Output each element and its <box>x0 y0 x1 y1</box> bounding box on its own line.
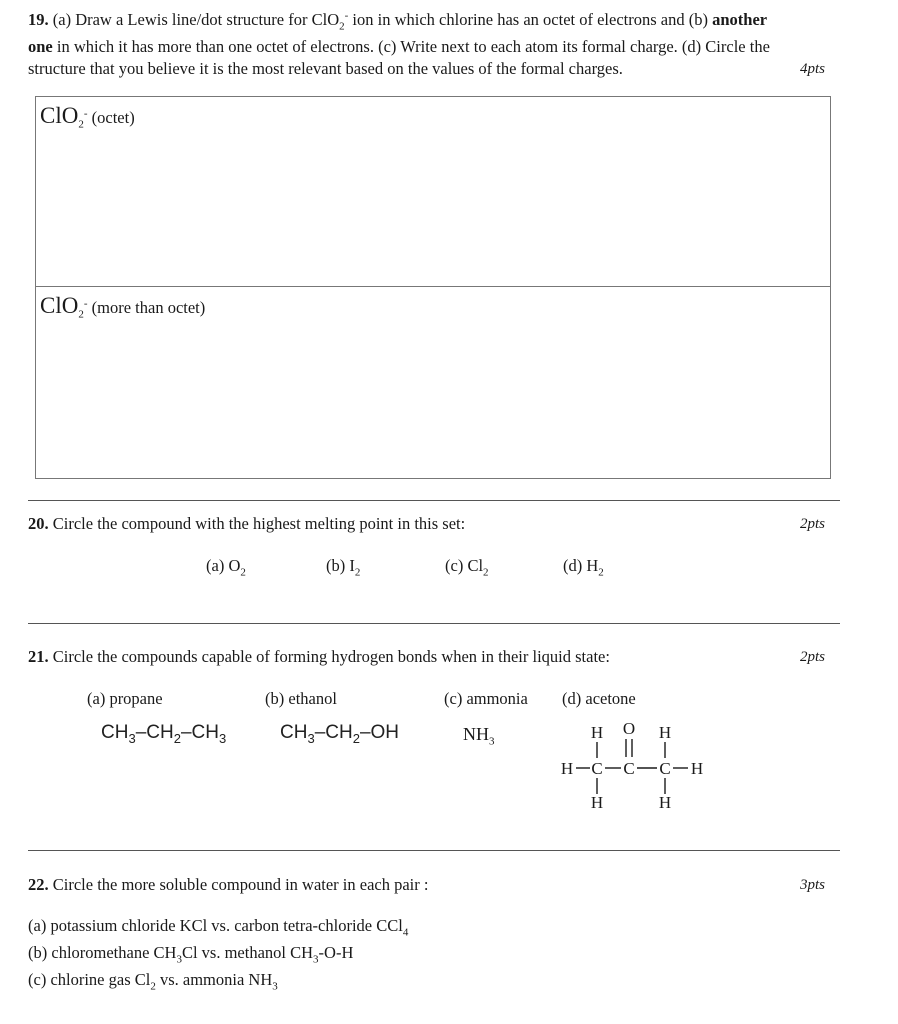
q19-box2-label: ClO$_2$- (more than octet) <box>40 293 206 321</box>
q20-points: 2pts <box>800 516 826 532</box>
acetone-atom-h: H <box>590 723 604 742</box>
acetone-atom-h: H <box>658 793 672 812</box>
q19-box1-label: ClO$_2$- (octet) <box>40 103 135 131</box>
q19-answer-box-octet[interactable] <box>35 96 831 287</box>
q19-line3: structure that you believe it is the most relevant based on the values of the formal charges. <box>28 59 623 78</box>
q20-option-c[interactable]: (c) $Cl_2$ <box>445 556 489 579</box>
q22-pair-c[interactable]: (c) chlorine gas $Cl_2$ vs. ammonia $NH_3$ <box>28 970 278 993</box>
q22-pair-a[interactable]: (a) potassium chloride KCl vs. carbon tetra-chloride CCl$_4$ <box>28 916 409 939</box>
q21-prompt: 21. Circle the compounds capable of forming hydrogen bonds when in their liquid state: <box>28 647 610 666</box>
q19-number: 19. <box>28 10 49 29</box>
q21-option-c[interactable]: (c) ammonia <box>444 689 528 708</box>
q22-points: 3pts <box>800 877 826 893</box>
acetone-atom-c: C <box>591 759 603 778</box>
acetone-structure <box>550 712 730 817</box>
divider <box>28 623 840 624</box>
acetone-atom-o: O <box>622 719 636 738</box>
q20-prompt: 20. Circle the compound with the highest melting point in this set: <box>28 514 466 533</box>
divider <box>28 500 840 501</box>
acetone-atom-c: C <box>623 759 635 778</box>
acetone-atom-h: H <box>658 723 672 742</box>
q22-prompt: 22. Circle the more soluble compound in water in each pair : <box>28 875 429 894</box>
propane-formula: $CH_3-CH_2-CH_3$ <box>101 722 227 746</box>
q19-points: 4pts <box>800 61 826 77</box>
q19-answer-box-more-than-octet[interactable] <box>35 286 831 479</box>
q20-option-a[interactable]: (a) $O_2$ <box>206 556 246 579</box>
q21-option-a[interactable]: (a) propane <box>87 689 163 708</box>
acetone-atom-h: H <box>590 793 604 812</box>
ethanol-formula: $CH_3-CH_2-OH$ <box>280 722 400 746</box>
q20-option-d[interactable]: (d) $H_2$ <box>563 556 604 579</box>
divider <box>28 850 840 851</box>
q19-line2: one in which it has more than one octet of electrons. (c) Write next to each atom its formal charge. (d) Circle the <box>28 37 770 56</box>
acetone-atom-c: C <box>659 759 671 778</box>
q19-line1: 19. (a) Draw a Lewis line/dot structure for ClO$_2$- ion in which chlorine has an octet of electrons and (b) another <box>28 9 768 33</box>
q21-option-b[interactable]: (b) ethanol <box>265 689 337 708</box>
q21-option-d[interactable]: (d) acetone <box>562 689 636 708</box>
acetone-atom-h: H <box>560 759 574 778</box>
q21-points: 2pts <box>800 649 826 665</box>
q20-option-b[interactable]: (b) $I_2$ <box>326 556 361 579</box>
ammonia-formula: $NH_3$ <box>463 724 495 748</box>
q22-pair-b[interactable]: (b) chloromethane $CH_3Cl$ vs. methanol $CH_3-O-H$ <box>28 943 354 966</box>
acetone-atom-h: H <box>690 759 704 778</box>
